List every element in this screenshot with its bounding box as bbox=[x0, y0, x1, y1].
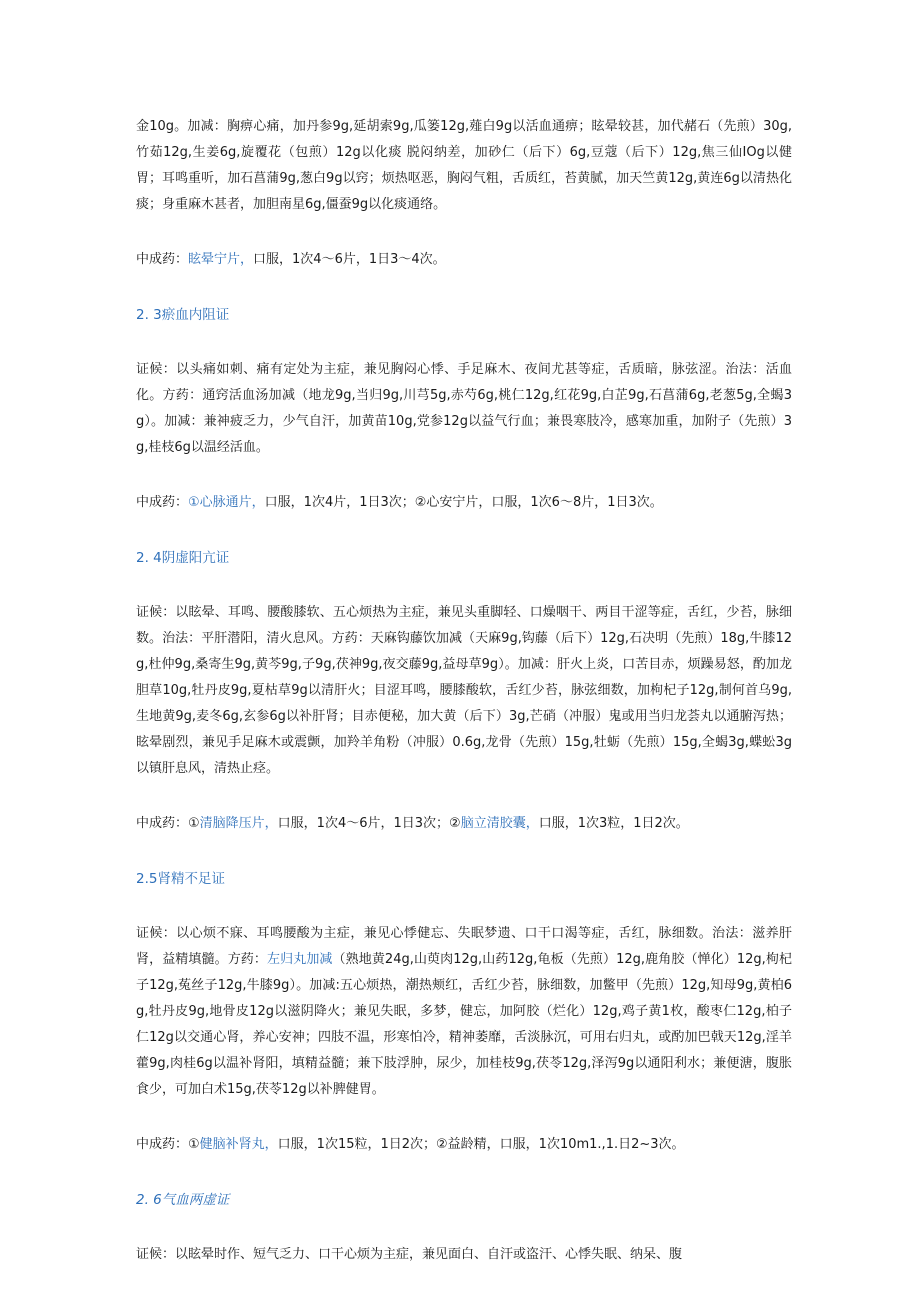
paragraph-patent-medicine bbox=[136, 811, 792, 837]
paragraph-symptoms: 证候：以眩晕、耳鸣、腰酸膝软、五心烦热为主症，兼见头重脚轻、口燥咽干、两目干涩等症，舌红，少苔，脉细数。治法：平肝潜阳，清火息风。方药：天麻钩藤饮加减（天麻9g,钩藤（后下）12g,石决明（先煎）18g,牛膝12g,杜仲9g,桑寄生9g,黄芩9g,子9g,茯神9g,夜交藤9g,益母草9g）。加减：肝火上炎，口苦目赤，烦躁易怒，酌加龙胆草10g,牡丹皮9g,夏枯草9g以清肝火；目涩耳鸣，腰膝酸软，舌红少苔，脉弦细数，加枸杞子12g,制何首乌9g,生地黄9g,麦冬6g,玄参6g以补肝肾；目赤便秘，加大黄（后下）3g,芒硝（冲服）鬼或用当归龙荟丸以通腑泻热；眩晕剧烈，兼见手足麻木或震颤，加羚羊角粉（冲服）0.6g,龙骨（先煎）15g,牡蛎（先煎）15g,全蝎3g,蝶蚣3g以镇肝息风，清热止痉。 bbox=[136, 605, 792, 776]
dosage-text: 口服，1次4〜6片，1日3〜4次。 bbox=[253, 252, 446, 267]
dosage-text: 口服，1次4片，1日3次；②心安宁片，口服，1次6〜8片，1日3次。 bbox=[264, 495, 663, 510]
section-heading-2-6: 2. 6气血两虚证 bbox=[136, 1192, 230, 1208]
text-prefix: 中成药： bbox=[136, 252, 189, 267]
paragraph-symptoms: 证候：以头痛如刺、痛有定处为主症，兼见胸闷心悸、手足麻木、夜间尤甚等症，舌质暗，脉弦涩。治法：活血化。方药：通窍活血汤加减（地龙9g,当归9g,川芎5g,赤芍6g,桃仁12g,红花9g,白芷9g,石菖蒲6g,老葱5g,全蝎3g）。加减：兼神疲乏力，少气自汗，加黄苗10g,党参12g以益气行血；兼畏寒肢冷，感寒加重，加附子（先煎）3g,桂枝6g以温经活血。 bbox=[136, 362, 792, 455]
formula-text: （熟地黄24g,山萸肉12g,山药12g,龟板（先煎）12g,鹿角胶（惮化）12g,枸杞子12g,菟丝子12g,牛膝9g）。加减:五心烦热，潮热颊红，舌红少苔，脉细数，加鳖甲（先煎）12g,知母9g,黄柏6g,牡丹皮9g,地骨皮12g以滋阴降火；兼见失眠，多梦，健忘，加阿胶（烂化）12g,鸡子黄1枚，酸枣仁12g,柏子仁12g以交通心肾，养心安神；四肢不温，形寒怕冷，精神萎靡，舌淡脉沉，可用右归丸，或酌加巴戟天12g,淫羊藿9g,肉桂6g以温补肾阳，填精益髓；兼下肢浮肿，尿少，加桂枝9g,茯苓12g,泽泻9g以通阳利水；兼便溏，腹胀食少，可加白术15g,茯苓12g以补脾健胃。 bbox=[136, 952, 792, 1097]
dosage-text: 口服，1次3粒，1日2次。 bbox=[538, 816, 689, 831]
medicine-link[interactable]: 清脑降压片， bbox=[199, 816, 278, 831]
dosage-text: 口服，1次15粒，1日2次；②益龄精，口服，1次10m1.,1.日2~3次。 bbox=[277, 1137, 685, 1152]
section-heading-2-5: 2.5肾精不足证 bbox=[136, 871, 225, 887]
section-heading-2-3: 2. 3瘀血内阻证 bbox=[136, 307, 230, 323]
text-prefix: 中成药：① bbox=[136, 816, 200, 831]
formula-link[interactable]: 左归丸加减 bbox=[267, 952, 333, 967]
medicine-link[interactable]: 脑立清胶囊， bbox=[460, 816, 539, 831]
paragraph-patent-medicine bbox=[136, 1132, 792, 1158]
paragraph-symptoms bbox=[136, 921, 792, 1103]
section-heading-2-4: 2. 4阴虚阳亢证 bbox=[136, 550, 230, 566]
text-prefix: 中成药： bbox=[136, 495, 189, 510]
paragraph-symptoms: 证候：以眩晕时作、短气乏力、口干心烦为主症，兼见面白、自汗或盗汗、心悸失眠、纳呆、腹 bbox=[136, 1247, 683, 1262]
medicine-link[interactable]: ①心脉通片， bbox=[188, 495, 265, 510]
paragraph-patent-medicine bbox=[136, 247, 792, 273]
paragraph-patent-medicine bbox=[136, 490, 792, 516]
medicine-link[interactable]: 健脑补肾丸， bbox=[199, 1137, 278, 1152]
paragraph-additions: 金10g。加减：胸痹心痛，加丹参9g,延胡索9g,瓜篓12g,薤白9g以活血通痹；眩晕较甚，加代赭石（先煎）30g,竹茹12g,生姜6g,旋覆花（包煎）12g以化痰 脱闷纳差，加砂仁（后下）6g,豆蔻（后下）12g,焦三仙IOg以健胃；耳鸣重听，加石菖蒲9g,葱白9g以窍；烦热呕恶，胸闷气粗，舌质红，苔黄腻，加天竺黄12g,黄连6g以清热化痰；身重麻木甚者，加胆南星6g,僵蚕9g以化痰通络。 bbox=[136, 119, 792, 212]
text-prefix: 证候：以心烦不寐、耳鸣腰酸为主症，兼见心悸健忘、失眠梦遗、口干口渴等症，舌红，脉细数。治法：滋养肝肾，益精填髓。方药： bbox=[136, 926, 792, 967]
document-body bbox=[136, 114, 792, 1297]
text-prefix: 中成药：① bbox=[136, 1137, 200, 1152]
medicine-link[interactable]: 眩晕宁片， bbox=[188, 252, 254, 267]
dosage-text: 口服，1次4〜6片，1日3次；② bbox=[277, 816, 461, 831]
